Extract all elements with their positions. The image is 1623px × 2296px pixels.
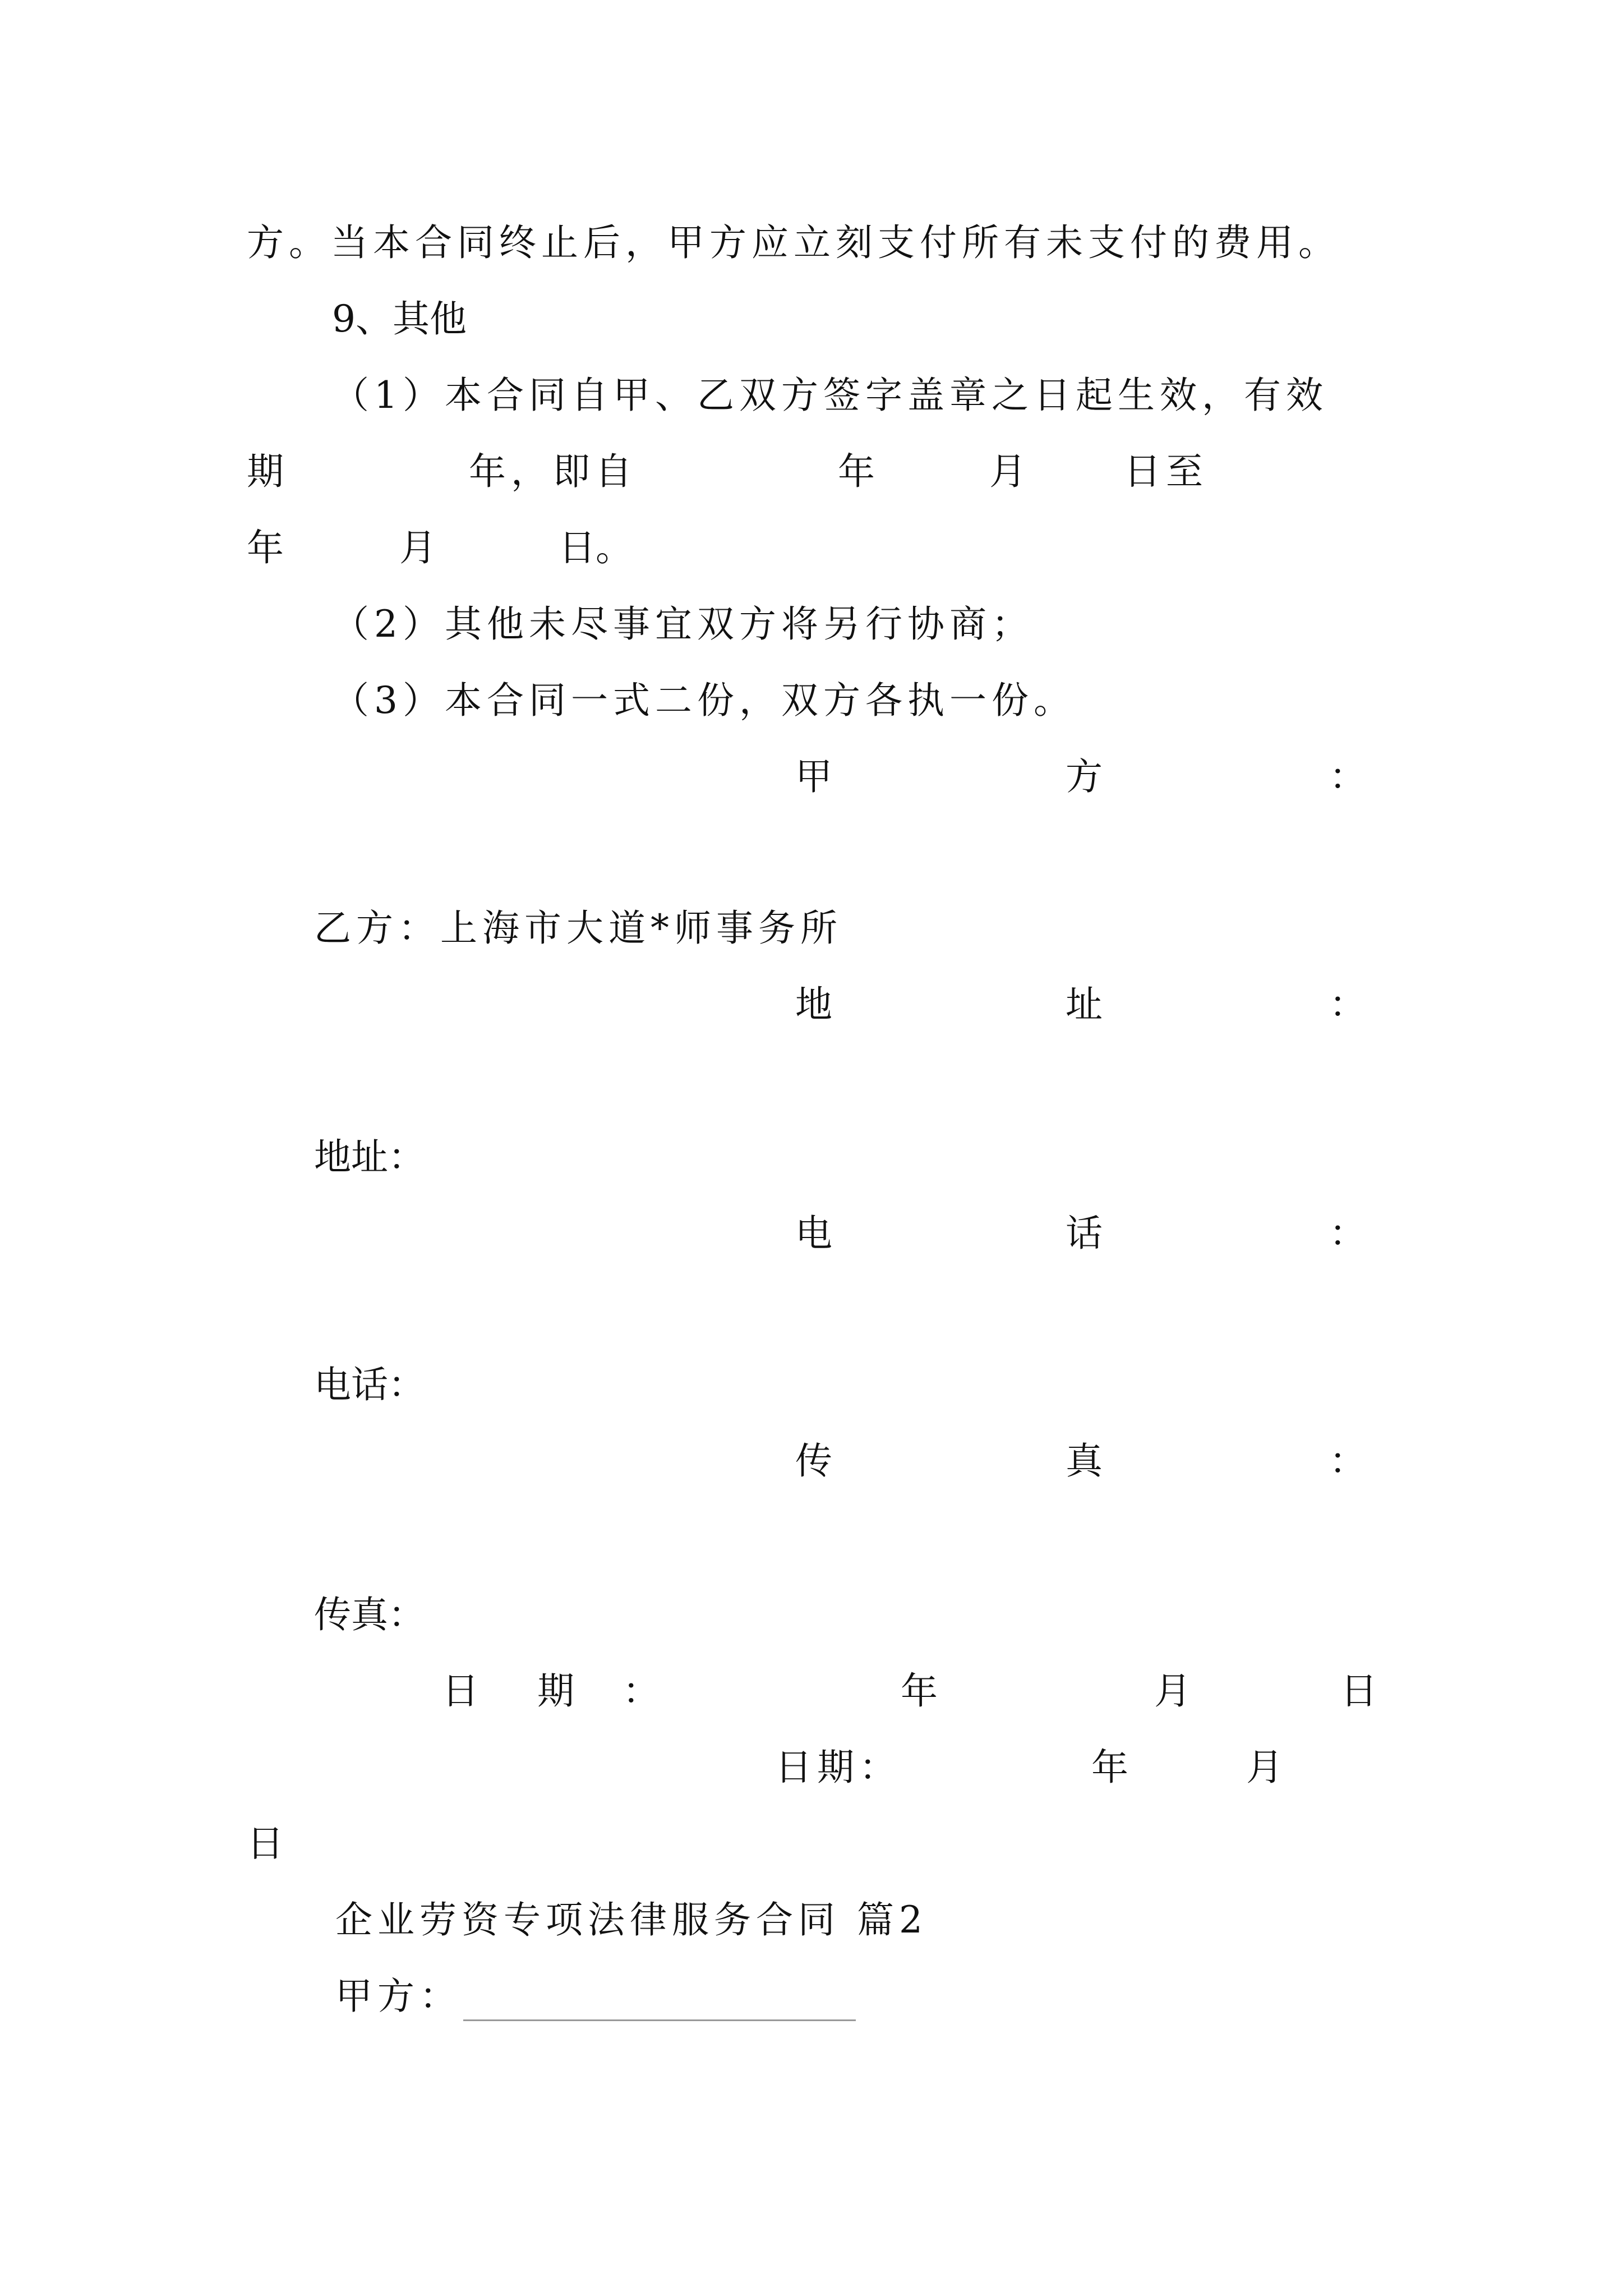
date-b-day: 日 bbox=[247, 1822, 284, 1865]
address-label-char1: 地 bbox=[795, 983, 832, 1026]
section-title: 企业劳资专项法律服务合同 篇2 bbox=[335, 1898, 928, 1941]
party-b-name: 乙方：上海市大道*师事务所 bbox=[314, 907, 842, 950]
date-a-char1: 日 bbox=[442, 1669, 479, 1713]
phone-label-colon: ： bbox=[1329, 1212, 1366, 1255]
clause-line: （3）本合同一式二份，双方各执一份。 bbox=[332, 679, 1076, 722]
section2-party-a-label: 甲方： bbox=[335, 1975, 462, 2018]
term-start-year: 年 bbox=[838, 450, 875, 493]
party-a-label-char1: 甲 bbox=[795, 755, 832, 798]
date-a-day: 日 bbox=[1340, 1669, 1377, 1713]
date-a-year: 年 bbox=[901, 1669, 938, 1713]
term-end-day: 日。 bbox=[559, 526, 633, 569]
fax-label-char1: 传 bbox=[795, 1439, 832, 1483]
date-a-char2: 期 bbox=[537, 1669, 574, 1713]
party-a-label-char2: 方 bbox=[1066, 755, 1103, 798]
section-heading: 9、其他 bbox=[332, 297, 467, 341]
term-years: 年，即自 bbox=[469, 450, 637, 493]
clause-line: （1）本合同自甲、乙双方签字盖章之日起生效，有效 bbox=[332, 374, 1328, 417]
term-qi: 期 bbox=[247, 450, 284, 493]
party-b-address: 地址： bbox=[314, 1135, 425, 1179]
date-b-month: 月 bbox=[1246, 1746, 1283, 1789]
term-start-day: 日至 bbox=[1124, 450, 1208, 493]
fax-label-colon: ： bbox=[1329, 1439, 1366, 1483]
term-end-year: 年 bbox=[247, 526, 284, 569]
phone-label-char2: 话 bbox=[1066, 1212, 1103, 1255]
party-b-fax: 传真： bbox=[314, 1593, 425, 1636]
date-a-month: 月 bbox=[1154, 1669, 1191, 1713]
paragraph-line: 方。当本合同终止后，甲方应立刻支付所有未支付的费用。 bbox=[247, 221, 1340, 264]
party-a-blank-line bbox=[463, 2019, 856, 2021]
party-a-label-colon: ： bbox=[1329, 755, 1366, 798]
address-label-char2: 址 bbox=[1066, 983, 1103, 1026]
phone-label-char1: 电 bbox=[795, 1212, 832, 1255]
address-label-colon: ： bbox=[1329, 983, 1366, 1026]
clause-line: （2）其他未尽事宜双方将另行协商； bbox=[332, 602, 1034, 646]
party-b-phone: 电话： bbox=[314, 1363, 425, 1406]
date-b-year: 年 bbox=[1091, 1746, 1128, 1789]
date-a-colon: ： bbox=[623, 1669, 660, 1713]
fax-label-char2: 真 bbox=[1066, 1439, 1103, 1483]
date-b-label: 日期： bbox=[775, 1746, 901, 1789]
term-end-month: 月 bbox=[399, 526, 436, 569]
term-start-month: 月 bbox=[989, 450, 1026, 493]
